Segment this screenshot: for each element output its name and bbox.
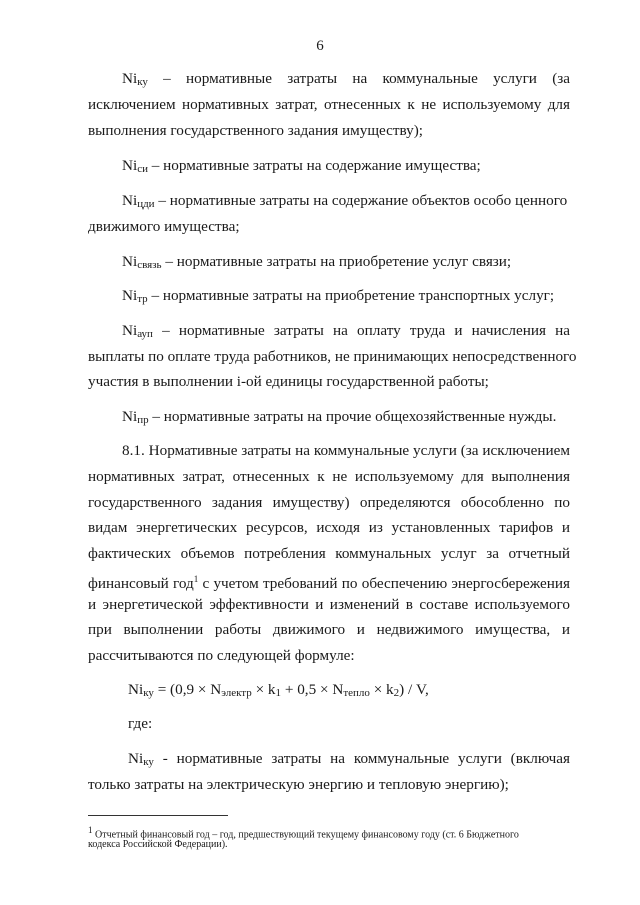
text-line: Niку – нормативные затраты на коммунальные услуги (за bbox=[122, 70, 570, 88]
text-line: Niауп – нормативные затраты на оплату труда и начисления на bbox=[122, 322, 570, 340]
text-line: движимого имущества; bbox=[88, 218, 240, 235]
where-label: где: bbox=[128, 715, 153, 732]
text-line: рассчитываются по следующей формуле: bbox=[88, 647, 355, 664]
footnote-ref: 1 bbox=[193, 574, 199, 584]
text-line: при выполнении работы движимого и недвижимого имущества, и bbox=[88, 621, 570, 638]
text-line: исключением нормативных затрат, отнесенных к не используемому для bbox=[88, 96, 570, 113]
text-line: Niцди – нормативные затраты на содержание объектов особо ценного bbox=[122, 192, 568, 210]
text-line: выплаты по оплате труда работников, не принимающих непосредственного bbox=[88, 348, 577, 365]
text-line: фактических объемов потребления коммунальных услуг за отчетный bbox=[88, 545, 570, 562]
footnote: $^1$ Отчетный финансовый год – год, предшествующий текущему финансовому году (ст. 6 Бюджетного bbox=[88, 825, 519, 841]
text-line: нормативных затрат, отнесенных к не используемому для выполнения bbox=[88, 468, 570, 485]
text-line: Niпр – нормативные затраты на прочие общехозяйственные нужды. bbox=[122, 408, 557, 426]
page-number: 6 bbox=[316, 38, 324, 54]
footnote-continuation: кодекса Российской Федерации). bbox=[88, 839, 228, 850]
formula: Niку = (0,9 × Nэлектр × k1 + 0,5 × Nтепло × k2) / V, bbox=[128, 681, 429, 699]
text-line: только затраты на электрическую энергию и тепловую энергию); bbox=[88, 776, 509, 793]
text-line: финансовый год$^1$ с учетом требований по обеспечению энергосбережения bbox=[88, 574, 570, 593]
text-line: видам энергетических ресурсов, исходя из установленных тарифов и bbox=[88, 519, 570, 536]
text-line: государственного задания имуществу) определяются обособленно по bbox=[88, 494, 570, 511]
text-line: Niтр – нормативные затраты на приобретение транспортных услуг; bbox=[122, 287, 555, 305]
text-line: Niку - нормативные затраты на коммунальные услуги (включая bbox=[128, 750, 570, 768]
footnote-divider bbox=[88, 815, 228, 816]
text-line: 8.1. Нормативные затраты на коммунальные услуги (за исключением bbox=[122, 442, 570, 459]
text-line: выполнения государственного задания имуществу); bbox=[88, 122, 424, 139]
text-line: Niсвязь – нормативные затраты на приобретение услуг связи; bbox=[122, 253, 512, 271]
text-line: и энергетической эффективности и изменений в составе используемого bbox=[88, 596, 570, 613]
text-line: участия в выполнении i-ой единицы государственной работы; bbox=[88, 373, 489, 390]
text-line: Niси – нормативные затраты на содержание имущества; bbox=[122, 157, 481, 175]
